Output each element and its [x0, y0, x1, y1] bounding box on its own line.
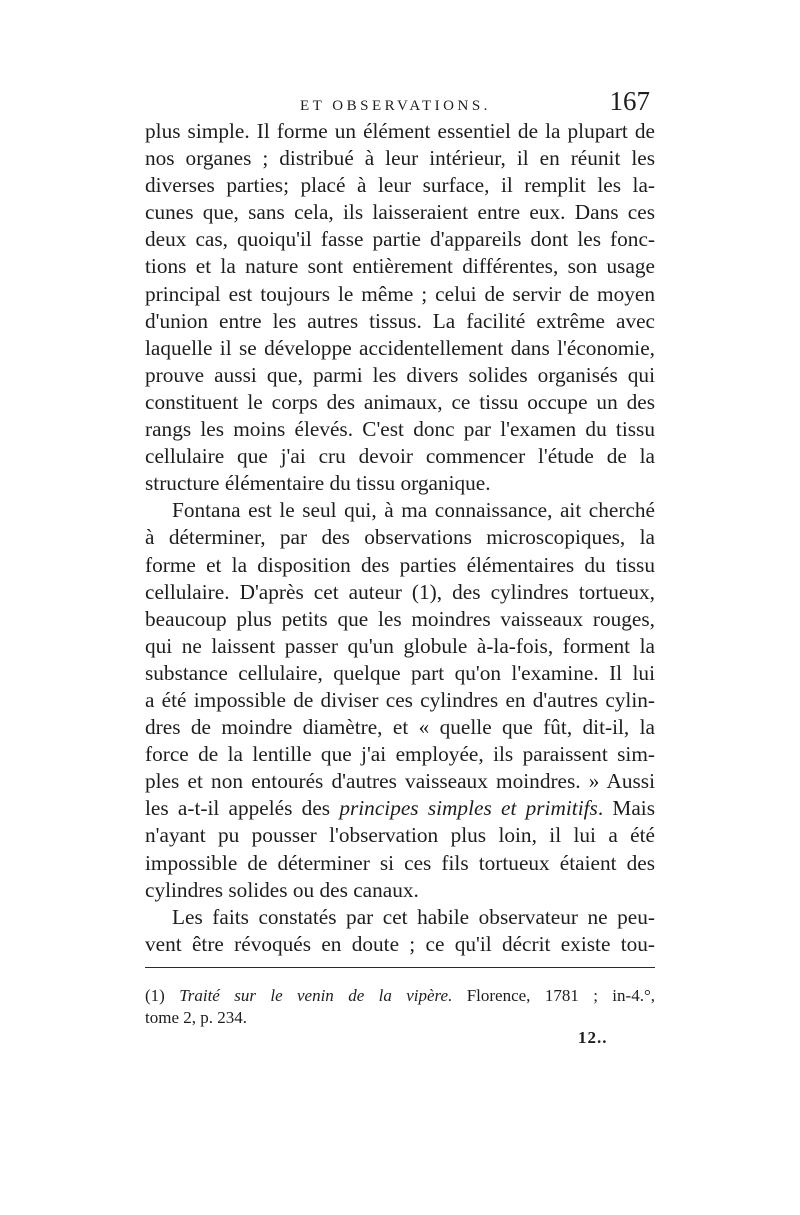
text-line: cellulaire que j'ai cru devoir commencer l'étude de la — [145, 444, 655, 469]
footnote-title: Traité sur le venin de la vipère. — [179, 986, 453, 1005]
footnote-publication: Florence, 1781 ; in-4.°, — [452, 986, 655, 1005]
footnote-line — [145, 985, 655, 1007]
text-line: Les faits constatés par cet habile observateur ne peu- — [172, 904, 655, 929]
text-line: principal est toujours le même ; celui de servir de moyen — [145, 281, 655, 306]
page-number: 167 — [609, 86, 650, 116]
text-line: cunes que, sans cela, ils laisseraient entre eux. Dans ces — [145, 200, 655, 225]
running-head: ET OBSERVATIONS. — [300, 98, 491, 114]
text-line: cellulaire. D'après cet auteur (1), des cylindres tortueux, — [145, 579, 655, 604]
text-line: laquelle il se développe accidentellement dans l'économie, — [145, 335, 655, 360]
text-run: . Mais — [597, 796, 655, 821]
text-line: vent être révoqués en doute ; ce qu'il décrit existe tou- — [145, 931, 655, 956]
text-line: n'ayant pu pousser l'observation plus loin, il lui a été — [145, 823, 655, 848]
text-line: nos organes ; distribué à leur intérieur, il en réunit les — [145, 146, 655, 171]
text-line: rangs les moins élevés. C'est donc par l'examen du tissu — [145, 417, 655, 442]
text-line: tions et la nature sont entièrement différentes, son usage — [145, 254, 655, 279]
footnote — [145, 985, 655, 1029]
text-line: a été impossible de diviser ces cylindres en d'autres cylin- — [145, 687, 655, 712]
text-line: qui ne laissent passer qu'un globule à-la-fois, forment la — [145, 633, 655, 658]
text-line: structure élémentaire du tissu organique. — [145, 471, 491, 496]
text-line: diverses parties; placé à leur surface, il remplit les la- — [145, 173, 655, 198]
text-line: ples et non entourés d'autres vaisseaux moindres. » Aussi — [145, 769, 655, 794]
body-text — [145, 118, 655, 958]
text-line: plus simple. Il forme un élément essentiel de la plupart de — [145, 119, 655, 143]
text-line: d'union entre les autres tissus. La facilité extrême avec — [145, 308, 655, 333]
text-line: deux cas, quoiqu'il fasse partie d'appareils dont les fonc- — [145, 227, 655, 252]
italic-phrase: principes simples et primitifs — [339, 796, 598, 821]
footnote-rule — [145, 967, 655, 968]
text-line: constituent le corps des animaux, ce tissu occupe un des — [145, 389, 655, 414]
text-line: prouve aussi que, parmi les divers solides organisés qui — [145, 362, 655, 387]
text-run: les a-t-il appelés des — [145, 796, 340, 821]
footnote-marker: (1) — [145, 986, 180, 1005]
footnote-line: tome 2, p. 234. — [145, 1008, 247, 1027]
signature-mark: 12.. — [578, 1028, 608, 1047]
text-line: dres de moindre diamètre, et « quelle que fût, dit-il, la — [145, 715, 655, 740]
text-line — [145, 795, 655, 822]
text-line: cylindres solides ou des canaux. — [145, 877, 419, 902]
text-line: à déterminer, par des observations microscopiques, la — [145, 525, 655, 550]
text-line: substance cellulaire, quelque part qu'on l'examine. Il lui — [145, 660, 655, 685]
text-line: force de la lentille que j'ai employée, ils paraissent sim- — [145, 742, 655, 767]
text-line: impossible de déterminer si ces fils tortueux étaient des — [145, 850, 655, 875]
text-line: Fontana est le seul qui, à ma connaissance, ait cherché — [172, 498, 655, 523]
text-line: beaucoup plus petits que les moindres vaisseaux rouges, — [145, 606, 655, 631]
text-line: forme et la disposition des parties élémentaires du tissu — [145, 552, 655, 577]
